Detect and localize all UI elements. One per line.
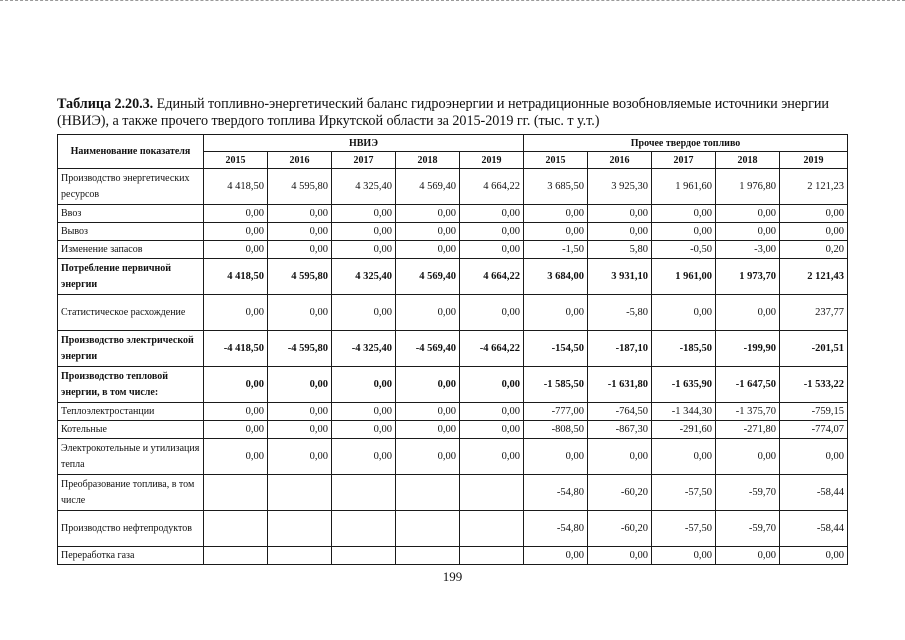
nvie-value-cell: 0,00 (268, 439, 332, 475)
row-label: Производство электрической энергии (58, 331, 204, 367)
table-row (58, 367, 848, 403)
nvie-value-cell: 0,00 (268, 223, 332, 241)
solid-fuel-value-cell: -57,50 (652, 511, 716, 547)
solid-fuel-value-cell: -187,10 (588, 331, 652, 367)
nvie-value-cell (204, 511, 268, 547)
nvie-value-cell: 0,00 (204, 295, 268, 331)
year-header: 2016 (268, 152, 332, 169)
nvie-value-cell: 4 595,80 (268, 259, 332, 295)
nvie-value-cell: 0,00 (460, 403, 524, 421)
nvie-value-cell (396, 475, 460, 511)
row-label: Котельные (58, 421, 204, 439)
nvie-value-cell: 4 595,80 (268, 169, 332, 205)
table-row (58, 259, 848, 295)
nvie-value-cell: 4 664,22 (460, 259, 524, 295)
solid-fuel-value-cell: 0,00 (652, 547, 716, 565)
table-row (58, 295, 848, 331)
row-label: Переработка газа (58, 547, 204, 565)
nvie-value-cell: 4 418,50 (204, 169, 268, 205)
solid-fuel-value-cell: -1 585,50 (524, 367, 588, 403)
row-label: Производство энергетических ресурсов (58, 169, 204, 205)
nvie-value-cell: 4 569,40 (396, 169, 460, 205)
nvie-value-cell: 0,00 (396, 295, 460, 331)
solid-fuel-value-cell: 0,00 (716, 205, 780, 223)
solid-fuel-value-cell: 2 121,23 (780, 169, 848, 205)
nvie-value-cell (332, 511, 396, 547)
nvie-value-cell: 0,00 (460, 439, 524, 475)
nvie-value-cell: 0,00 (332, 223, 396, 241)
nvie-value-cell (204, 547, 268, 565)
year-header: 2018 (716, 152, 780, 169)
solid-fuel-value-cell: -759,15 (780, 403, 848, 421)
caption-label: Таблица 2.20.3. (57, 96, 154, 112)
nvie-value-cell: 0,00 (396, 439, 460, 475)
name-column-header: Наименование показателя (58, 135, 204, 169)
solid-fuel-value-cell: -1 631,80 (588, 367, 652, 403)
solid-fuel-value-cell: 0,00 (652, 295, 716, 331)
solid-fuel-value-cell: 0,00 (652, 223, 716, 241)
row-label: Потребление первичной энергии (58, 259, 204, 295)
nvie-value-cell: 0,00 (460, 241, 524, 259)
solid-fuel-value-cell: -291,60 (652, 421, 716, 439)
nvie-value-cell (268, 511, 332, 547)
solid-fuel-value-cell: 0,00 (588, 439, 652, 475)
nvie-value-cell: 4 569,40 (396, 259, 460, 295)
caption-text: Единый топливно-энергетический баланс гидроэнергии и нетрадиционные возобновляемые источники энергии (НВИЭ), а также прочего твердого топлива Иркутской области за 2015-2019 гг. (тыс. т у.т.) (57, 96, 829, 129)
solid-fuel-value-cell: 0,00 (524, 223, 588, 241)
solid-fuel-value-cell: 0,00 (780, 223, 848, 241)
year-header: 2015 (204, 152, 268, 169)
solid-fuel-value-cell: -60,20 (588, 511, 652, 547)
group-header-nvie: НВИЭ (204, 135, 524, 152)
solid-fuel-value-cell: -54,80 (524, 475, 588, 511)
row-label: Статистическое расхождение (58, 295, 204, 331)
solid-fuel-value-cell: 0,00 (524, 205, 588, 223)
table-row (58, 205, 848, 223)
nvie-value-cell: 0,00 (460, 421, 524, 439)
nvie-value-cell (268, 475, 332, 511)
year-header: 2016 (588, 152, 652, 169)
nvie-value-cell: 0,00 (396, 223, 460, 241)
solid-fuel-value-cell: 0,00 (716, 223, 780, 241)
solid-fuel-value-cell: 0,00 (588, 205, 652, 223)
table-row (58, 331, 848, 367)
solid-fuel-value-cell: 237,77 (780, 295, 848, 331)
solid-fuel-value-cell: -54,80 (524, 511, 588, 547)
nvie-value-cell: 0,00 (396, 241, 460, 259)
row-label: Производство нефтепродуктов (58, 511, 204, 547)
solid-fuel-value-cell: -60,20 (588, 475, 652, 511)
page-number: 199 (442, 569, 463, 584)
solid-fuel-value-cell: -154,50 (524, 331, 588, 367)
nvie-value-cell: 0,00 (460, 295, 524, 331)
year-header: 2019 (460, 152, 524, 169)
solid-fuel-value-cell: -1 647,50 (716, 367, 780, 403)
nvie-value-cell: 4 664,22 (460, 169, 524, 205)
year-header: 2019 (780, 152, 848, 169)
table-row (58, 421, 848, 439)
solid-fuel-value-cell: 0,00 (716, 295, 780, 331)
table-row (58, 223, 848, 241)
nvie-value-cell: 0,00 (204, 223, 268, 241)
solid-fuel-value-cell: -185,50 (652, 331, 716, 367)
row-label: Теплоэлектростанции (58, 403, 204, 421)
nvie-value-cell (332, 547, 396, 565)
solid-fuel-value-cell: 0,00 (780, 547, 848, 565)
nvie-value-cell: 0,00 (268, 421, 332, 439)
solid-fuel-value-cell: 0,00 (588, 547, 652, 565)
nvie-value-cell: -4 418,50 (204, 331, 268, 367)
solid-fuel-value-cell: 0,00 (780, 205, 848, 223)
nvie-value-cell: 0,00 (332, 367, 396, 403)
nvie-value-cell: 0,00 (268, 241, 332, 259)
header-row-groups (58, 135, 848, 152)
solid-fuel-value-cell: -58,44 (780, 511, 848, 547)
table-row (58, 475, 848, 511)
solid-fuel-value-cell: -1 533,22 (780, 367, 848, 403)
solid-fuel-value-cell: -867,30 (588, 421, 652, 439)
solid-fuel-value-cell: -5,80 (588, 295, 652, 331)
solid-fuel-value-cell: -3,00 (716, 241, 780, 259)
nvie-value-cell: 0,00 (204, 205, 268, 223)
nvie-value-cell: 0,00 (204, 403, 268, 421)
table-row (58, 169, 848, 205)
solid-fuel-value-cell: 3 931,10 (588, 259, 652, 295)
nvie-value-cell: 0,00 (396, 403, 460, 421)
nvie-value-cell (396, 547, 460, 565)
solid-fuel-value-cell: 0,00 (524, 547, 588, 565)
nvie-value-cell: -4 325,40 (332, 331, 396, 367)
nvie-value-cell: 0,00 (396, 421, 460, 439)
nvie-value-cell: 0,00 (332, 421, 396, 439)
solid-fuel-value-cell: 5,80 (588, 241, 652, 259)
solid-fuel-value-cell: -774,07 (780, 421, 848, 439)
solid-fuel-value-cell: 1 976,80 (716, 169, 780, 205)
solid-fuel-value-cell: -201,51 (780, 331, 848, 367)
nvie-value-cell: 0,00 (204, 367, 268, 403)
nvie-value-cell: 0,00 (204, 241, 268, 259)
table-caption (57, 96, 857, 130)
nvie-value-cell: 0,00 (332, 439, 396, 475)
year-header: 2015 (524, 152, 588, 169)
solid-fuel-value-cell: 3 925,30 (588, 169, 652, 205)
group-header-solid-fuel: Прочее твердое топливо (524, 135, 848, 152)
solid-fuel-value-cell: 0,00 (588, 223, 652, 241)
solid-fuel-value-cell: -59,70 (716, 475, 780, 511)
solid-fuel-value-cell: -59,70 (716, 511, 780, 547)
solid-fuel-value-cell: -764,50 (588, 403, 652, 421)
nvie-value-cell: 0,00 (332, 295, 396, 331)
solid-fuel-value-cell: 1 973,70 (716, 259, 780, 295)
table-row (58, 403, 848, 421)
solid-fuel-value-cell: 3 684,00 (524, 259, 588, 295)
nvie-value-cell: 0,00 (268, 367, 332, 403)
nvie-value-cell: 0,00 (460, 205, 524, 223)
solid-fuel-value-cell: 0,00 (716, 439, 780, 475)
solid-fuel-value-cell: -1 344,30 (652, 403, 716, 421)
nvie-value-cell: 0,00 (204, 439, 268, 475)
solid-fuel-value-cell: -808,50 (524, 421, 588, 439)
solid-fuel-value-cell: -1 635,90 (652, 367, 716, 403)
nvie-value-cell: 0,00 (268, 205, 332, 223)
nvie-value-cell: -4 664,22 (460, 331, 524, 367)
nvie-value-cell: 4 418,50 (204, 259, 268, 295)
solid-fuel-value-cell: -58,44 (780, 475, 848, 511)
solid-fuel-value-cell: -777,00 (524, 403, 588, 421)
table-row (58, 439, 848, 475)
solid-fuel-value-cell: 0,00 (716, 547, 780, 565)
solid-fuel-value-cell: -271,80 (716, 421, 780, 439)
nvie-value-cell: 0,00 (332, 403, 396, 421)
solid-fuel-value-cell: -57,50 (652, 475, 716, 511)
row-label: Преобразование топлива, в том числе (58, 475, 204, 511)
solid-fuel-value-cell: -199,90 (716, 331, 780, 367)
nvie-value-cell: 4 325,40 (332, 259, 396, 295)
row-label: Электрокотельные и утилизация тепла (58, 439, 204, 475)
nvie-value-cell: 0,00 (268, 295, 332, 331)
year-header: 2017 (332, 152, 396, 169)
solid-fuel-value-cell: 2 121,43 (780, 259, 848, 295)
table-row (58, 547, 848, 565)
nvie-value-cell: 0,00 (396, 367, 460, 403)
nvie-value-cell: 0,00 (460, 223, 524, 241)
nvie-value-cell: -4 569,40 (396, 331, 460, 367)
nvie-value-cell: 0,00 (332, 241, 396, 259)
solid-fuel-value-cell: 0,00 (524, 439, 588, 475)
nvie-value-cell (460, 511, 524, 547)
table-row (58, 511, 848, 547)
year-header: 2018 (396, 152, 460, 169)
nvie-value-cell: 0,00 (332, 205, 396, 223)
nvie-value-cell (396, 511, 460, 547)
nvie-value-cell (268, 547, 332, 565)
top-divider (0, 0, 905, 1)
solid-fuel-value-cell: 0,00 (652, 205, 716, 223)
solid-fuel-value-cell: 3 685,50 (524, 169, 588, 205)
nvie-value-cell: 4 325,40 (332, 169, 396, 205)
table-row (58, 241, 848, 259)
energy-balance-table (57, 134, 848, 565)
nvie-value-cell (204, 475, 268, 511)
nvie-value-cell: 0,00 (460, 367, 524, 403)
solid-fuel-value-cell: 0,00 (652, 439, 716, 475)
solid-fuel-value-cell: 1 961,60 (652, 169, 716, 205)
row-label: Производство тепловой энергии, в том числе: (58, 367, 204, 403)
solid-fuel-value-cell: -1,50 (524, 241, 588, 259)
row-label: Вывоз (58, 223, 204, 241)
solid-fuel-value-cell: 0,00 (524, 295, 588, 331)
nvie-value-cell (460, 547, 524, 565)
solid-fuel-value-cell: -1 375,70 (716, 403, 780, 421)
solid-fuel-value-cell: 1 961,00 (652, 259, 716, 295)
solid-fuel-value-cell: 0,00 (780, 439, 848, 475)
nvie-value-cell (460, 475, 524, 511)
table-body (58, 169, 848, 565)
row-label: Ввоз (58, 205, 204, 223)
nvie-value-cell: 0,00 (396, 205, 460, 223)
solid-fuel-value-cell: -0,50 (652, 241, 716, 259)
nvie-value-cell (332, 475, 396, 511)
nvie-value-cell: 0,00 (204, 421, 268, 439)
solid-fuel-value-cell: 0,20 (780, 241, 848, 259)
nvie-value-cell: -4 595,80 (268, 331, 332, 367)
row-label: Изменение запасов (58, 241, 204, 259)
year-header: 2017 (652, 152, 716, 169)
nvie-value-cell: 0,00 (268, 403, 332, 421)
